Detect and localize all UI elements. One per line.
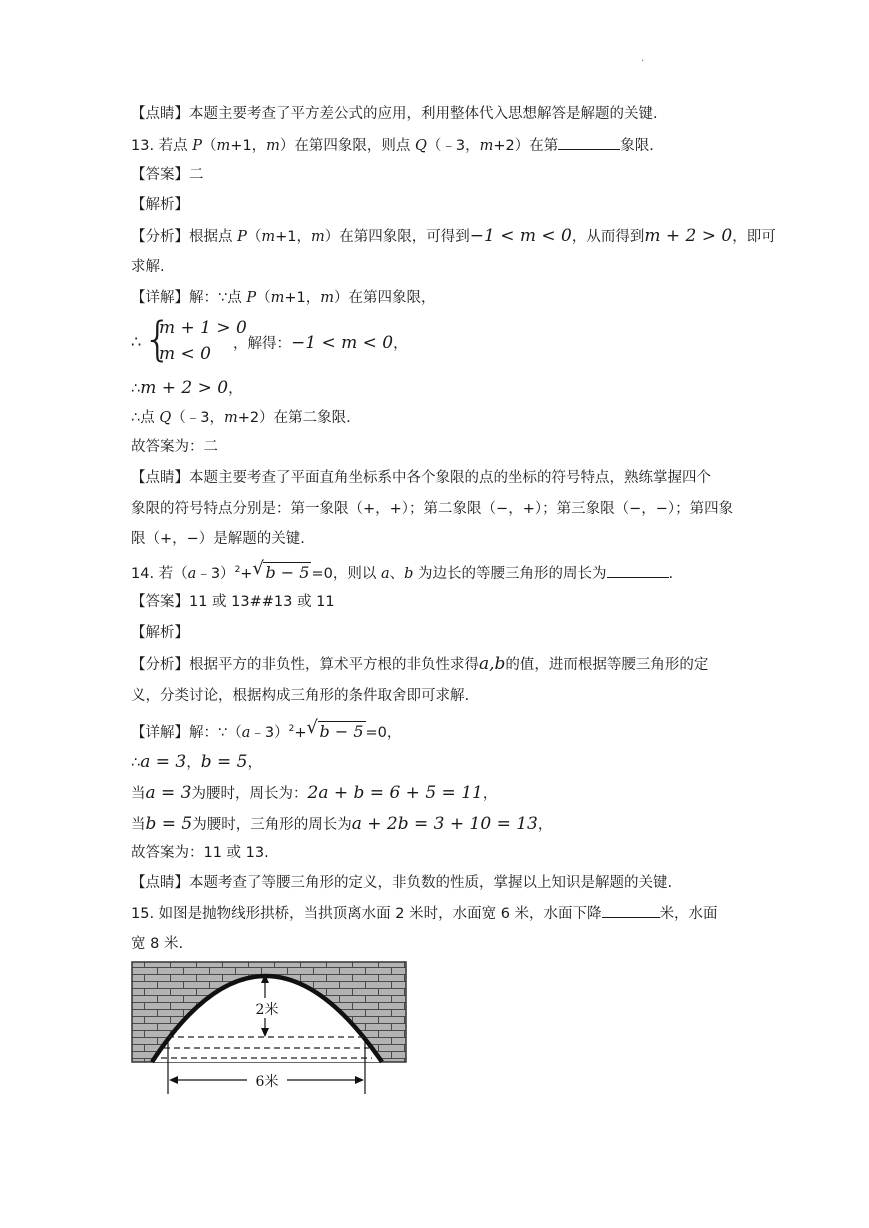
section-tag: 【答案】 (131, 594, 189, 610)
pointer-note-13-l3: 限（+，−）是解题的关键. (131, 531, 305, 547)
question-number: 13. (131, 138, 155, 154)
var-Q: Q (415, 138, 427, 154)
var-m: m (266, 138, 280, 154)
inequality-system (131, 312, 431, 368)
section-tag: 【详解】 (131, 724, 189, 741)
text: ， (537, 817, 553, 833)
text: ， (482, 786, 498, 802)
text: 为腰时，三角形的周长为 (192, 817, 352, 833)
text: 当 (131, 786, 146, 802)
text: 的值，进而根据等腰三角形的定 (505, 657, 709, 673)
text: （ (256, 290, 271, 306)
therefore-symbol: ∴ (131, 755, 141, 771)
var-a: a (380, 565, 390, 582)
sqrt-expression (252, 557, 311, 584)
text: ， (247, 755, 262, 771)
width-label: 6米 (255, 1074, 279, 1090)
superscript: 2 (234, 565, 241, 575)
var-m: m (223, 410, 238, 426)
question-15 (131, 903, 741, 924)
note-text: 本题考查了等腰三角形的定义，非负数的性质，掌握以上知识是解题的关键. (189, 875, 673, 891)
note-text: 本题主要考查了平方差公式的应用，利用整体代入思想解答是解题的关键. (189, 106, 658, 122)
text: 如图是抛物线形拱桥，当拱顶离水面 2 米时，水面宽 6 米，水面下降 (154, 906, 602, 922)
question-number: 15. (131, 906, 155, 922)
therefore-symbol: ∴ (131, 332, 142, 351)
answer-blank[interactable] (607, 563, 669, 578)
question-15-cont: 宽 8 米. (131, 936, 184, 952)
section-tag: 【详解】 (131, 290, 189, 306)
detail-13 (131, 288, 741, 308)
therefore-symbol: ∴ (131, 381, 141, 397)
text: 为腰时，周长为： (191, 786, 308, 802)
text: ）在第四象限，则点 (279, 138, 416, 154)
analysis-heading-13: 【解析】 (131, 197, 189, 213)
section-tag: 【点睛】 (131, 875, 189, 891)
text: 若点 (154, 138, 193, 154)
math-inequality: −1 < m < 0 (469, 226, 572, 246)
text: +2）在第二象限. (237, 410, 351, 426)
text: ﹣3） (250, 724, 289, 741)
text: + (240, 565, 253, 582)
case-1 (131, 783, 741, 804)
analysis-13 (131, 226, 776, 247)
width-arrow-right (355, 1076, 364, 1084)
var-m: m (261, 229, 276, 245)
var-P: P (237, 229, 247, 245)
math-inequality: m + 2 > 0 (140, 378, 229, 398)
text: 米，水面 (659, 906, 718, 922)
analysis-14 (131, 654, 741, 675)
text: （ (202, 138, 217, 154)
var-m: m (479, 138, 494, 154)
text: ，从而得到 (571, 229, 645, 245)
line-q-quadrant (131, 408, 741, 428)
analysis-14-cont: 义，分类讨论，根据构成三角形的条件取舍即可求解. (131, 688, 470, 704)
sqrt-argument: b − 5 (319, 721, 364, 741)
system-row-1: m + 1 > 0 (159, 318, 247, 338)
answer-14 (131, 592, 741, 612)
text: （ (246, 229, 262, 245)
question-13 (131, 135, 741, 156)
brace-symbol: { (143, 312, 173, 366)
text: 点 (140, 410, 160, 426)
pointer-note-14 (131, 873, 741, 893)
section-tag: 【答案】 (131, 167, 189, 183)
math-equation: 2a + b = 6 + 5 = 11 (307, 783, 483, 803)
text: ， (186, 755, 201, 771)
arch-bridge-figure (131, 960, 411, 1100)
pointer-note-12 (131, 104, 741, 124)
math-vars: a,b (479, 654, 506, 674)
height-label: 2米 (255, 1002, 279, 1018)
text: +1， (275, 229, 311, 245)
text: 象限. (620, 138, 654, 154)
width-arrow-left (169, 1076, 178, 1084)
pointer-note-13 (131, 468, 741, 488)
text: （﹣3， (171, 410, 224, 426)
text: 为边长的等腰三角形的周长为 (413, 565, 607, 582)
text: =0，则以 (311, 565, 381, 582)
text: ， (228, 381, 243, 397)
text: 根据平方的非负性，算术平方根的非负性求得 (189, 657, 479, 673)
text: +2）在第 (493, 138, 559, 154)
final-answer-13: 故答案为：二 (131, 439, 218, 455)
text: =0， (365, 724, 402, 741)
text: +1， (230, 138, 267, 154)
therefore-symbol: ∴ (131, 410, 141, 426)
answer-blank[interactable] (602, 903, 660, 918)
case-2 (131, 814, 741, 835)
text: ， (393, 336, 408, 352)
sqrt-expression (306, 716, 366, 743)
text: ）在第四象限，可得到 (324, 229, 470, 245)
page-mark: · (641, 56, 645, 67)
superscript: 2 (288, 724, 295, 734)
arch-bridge-diagram (131, 960, 411, 1096)
note-text: 本题主要考查了平面直角坐标系中各个象限的点的坐标的符号特点，熟练掌握四个 (189, 470, 711, 486)
var-m: m (216, 138, 231, 154)
text: 、 (389, 565, 405, 582)
system-row-2: m < 0 (159, 344, 211, 364)
text: 根据点 (189, 229, 238, 245)
section-tag: 【分析】 (131, 229, 189, 245)
text: ﹣3） (196, 565, 235, 582)
text: 当 (131, 817, 146, 833)
text: ，解得： (233, 336, 291, 352)
math-equation: a = 3 (140, 752, 187, 772)
pointer-note-13-l2: 象限的符号特点分别是：第一象限（+，+）；第二象限（−，+）；第三象限（−，−）；第四象 (131, 501, 734, 517)
math-inequality: m + 2 > 0 (644, 226, 733, 246)
text: 解：∵（ (189, 724, 242, 741)
analysis-13-cont: 求解. (131, 259, 165, 275)
question-14 (131, 557, 741, 584)
text: ）在第四象限， (333, 290, 436, 306)
answer-13 (131, 165, 741, 185)
radical-sign: √ (252, 557, 264, 579)
var-m: m (320, 290, 334, 306)
radical-sign: √ (306, 716, 318, 738)
var-P: P (246, 290, 257, 306)
answer-blank[interactable] (558, 135, 620, 150)
text: 解：∵点 (189, 290, 247, 306)
var-P: P (192, 138, 203, 154)
answer-text: 11 或 13##13 或 11 (189, 594, 335, 610)
system-after (233, 332, 408, 353)
section-tag: 【点睛】 (131, 106, 189, 122)
final-answer-14: 故答案为：11 或 13. (131, 845, 269, 861)
var-m: m (270, 290, 285, 306)
text: 若（ (154, 565, 188, 582)
math-equation: b = 5 (200, 752, 248, 772)
text: . (668, 565, 674, 582)
var-a: a (241, 724, 251, 741)
question-number: 14. (131, 565, 155, 582)
math-equation: a + 2b = 3 + 10 = 13 (351, 814, 538, 834)
sqrt-argument: b − 5 (265, 562, 310, 582)
text: + (294, 724, 307, 741)
analysis-heading-14: 【解析】 (131, 625, 189, 641)
var-a: a (187, 565, 197, 582)
math-equation: a = 3 (145, 783, 192, 803)
var-Q: Q (159, 410, 172, 426)
text: +1， (284, 290, 321, 306)
section-tag: 【分析】 (131, 657, 189, 673)
text: （﹣3， (426, 138, 480, 154)
var-b: b (404, 565, 414, 582)
detail-14 (131, 716, 741, 743)
var-m: m (311, 229, 325, 245)
line-m-plus-2 (131, 378, 741, 399)
math-equation: b = 5 (145, 814, 193, 834)
section-tag: 【点睛】 (131, 470, 189, 486)
line-a-b-values (131, 752, 741, 773)
answer-text: 二 (189, 167, 204, 183)
math-inequality: −1 < m < 0 (291, 333, 394, 353)
text: ，即可 (732, 229, 776, 245)
